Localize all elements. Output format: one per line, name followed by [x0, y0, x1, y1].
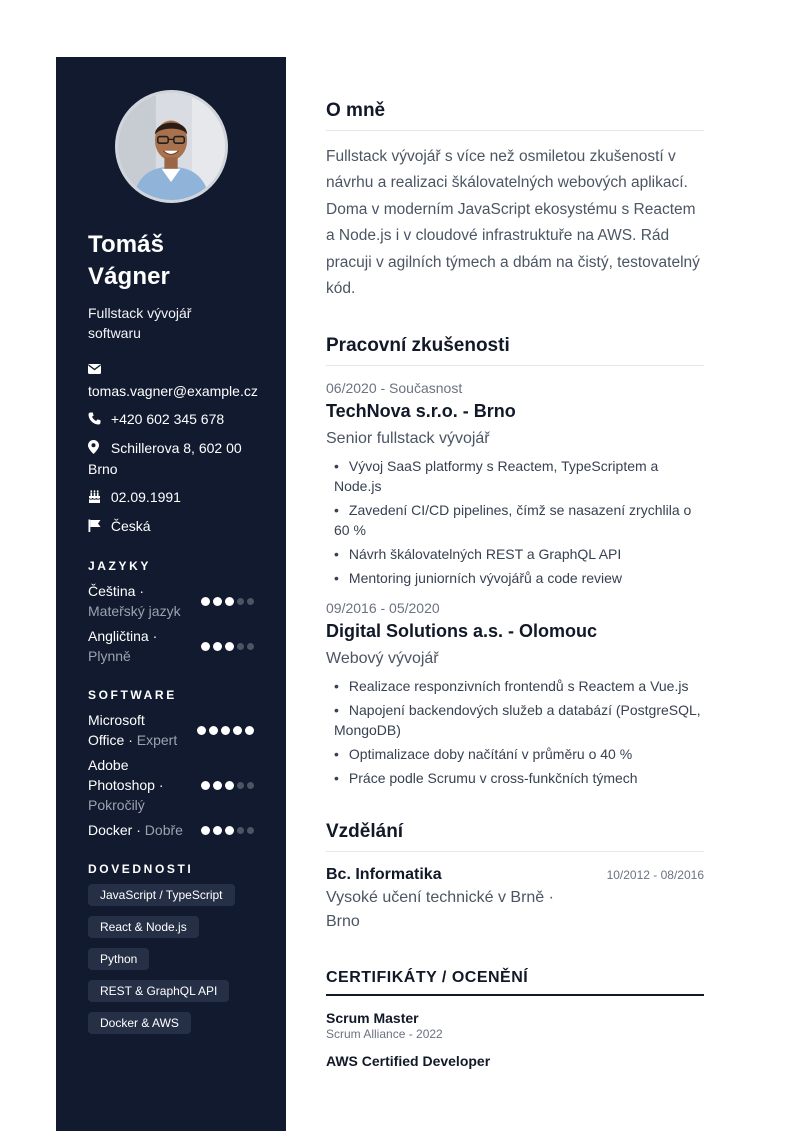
cake-icon: [88, 488, 103, 508]
person-role: Fullstack vývojář softwaru: [88, 305, 192, 341]
rating-dot-empty: [237, 598, 244, 605]
job-bullets: [326, 676, 704, 788]
certificates-title: CERTIFIKÁTY / OCENĚNÍ: [326, 969, 704, 996]
job-bullet: • Vývoj SaaS platformy s Reactem, TypeScriptem a Node.js: [326, 456, 704, 496]
job-bullet: • Zavedení CI/CD pipelines, čímž se nasazení zrychlila o 60 %: [326, 500, 704, 540]
rating-dot-empty: [237, 827, 244, 834]
software-row: [88, 755, 254, 815]
map-pin-icon: [88, 439, 103, 459]
skills-heading: DOVEDNOSTI: [88, 862, 194, 876]
software-name: Docker ·: [88, 822, 141, 838]
certificate-name: AWS Certified Developer: [326, 1053, 491, 1070]
software-heading: SOFTWARE: [88, 688, 177, 702]
job-entry: [326, 600, 704, 788]
job-period: 09/2016 - 05/2020: [326, 600, 440, 617]
job-bullet: • Návrh škálovatelných REST a GraphQL API: [326, 544, 704, 564]
language-rating: [201, 642, 254, 651]
about-text: Fullstack vývojář s více než osmiletou zkušeností v návrhu a realizaci škálovatelných webových aplikací. Doma v moderním JavaScript ekosystému s Reactem a Node.js i v cloudové infrastruktuře na AWS. Rád pracuji v agilních týmech a dbám na čistý, testovatelný kód.: [326, 148, 700, 298]
job-bullet: • Napojení backendových služeb a databází (PostgreSQL, MongoDB): [326, 700, 704, 740]
envelope-icon: [88, 359, 103, 379]
sidebar: [56, 57, 286, 1131]
profile-photo: [118, 93, 225, 200]
rating-dot-empty: [247, 643, 254, 650]
phone-icon: [88, 410, 103, 430]
language-level: Plynně: [88, 648, 131, 664]
skill-tag: REST & GraphQL API: [88, 980, 229, 1002]
rating-dot-filled: [221, 726, 230, 735]
language-name: Čeština ·: [88, 583, 145, 599]
language-label: [88, 581, 184, 621]
contact-nationality: [88, 516, 254, 537]
rating-dot-filled: [213, 826, 222, 835]
software-level: Dobře: [144, 822, 183, 838]
rating-dot-empty: [247, 782, 254, 789]
nationality-text: Česká: [110, 518, 151, 534]
software-rating: [201, 826, 254, 835]
software-rating: [201, 781, 254, 790]
language-rating: [201, 597, 254, 606]
job-company: TechNova s.r.o. - Brno: [326, 401, 516, 422]
languages-heading: JAZYKY: [88, 559, 151, 573]
rating-dot-filled: [213, 642, 222, 651]
job-company: Digital Solutions a.s. - Olomouc: [326, 621, 598, 642]
education-degree: Bc. Informatika: [326, 866, 442, 884]
rating-dot-filled: [225, 597, 234, 606]
experience-title: Pracovní zkušenosti: [326, 335, 704, 366]
flag-icon: [88, 517, 103, 537]
software-level: Pokročilý: [88, 797, 145, 813]
rating-dot-filled: [209, 726, 218, 735]
address-text: Schillerova 8, 602 00 Brno: [88, 440, 242, 477]
skill-tag: Docker & AWS: [88, 1012, 191, 1034]
certificates-section: [326, 969, 704, 1069]
education-period: 10/2012 - 08/2016: [606, 868, 704, 883]
software-rating: [197, 726, 254, 735]
job-position: Webový vývojář: [326, 650, 439, 668]
language-label: [88, 626, 184, 666]
rating-dot-filled: [225, 826, 234, 835]
rating-dot-filled: [201, 642, 210, 651]
contact-phone[interactable]: [88, 409, 254, 430]
rating-dot-empty: [247, 827, 254, 834]
skill-tag: JavaScript / TypeScript: [88, 884, 235, 906]
job-bullet: • Realizace responzivních frontendů s Reactem a Vue.js: [326, 676, 704, 696]
job-position: Senior fullstack vývojář: [326, 430, 490, 448]
language-row: [88, 626, 254, 666]
education-section: [326, 821, 704, 934]
software-row: [88, 710, 254, 750]
job-bullet: • Optimalizace doby načítání v průměru o 40 %: [326, 744, 704, 764]
job-bullet: • Práce podle Scrumu v cross-funkčních týmech: [326, 768, 704, 788]
rating-dot-filled: [213, 781, 222, 790]
software-row: [88, 820, 254, 840]
main-content: [326, 100, 704, 1069]
rating-dot-empty: [237, 643, 244, 650]
email-text: tomas.vagner@example.cz: [88, 383, 258, 399]
about-section: [326, 100, 704, 302]
rating-dot-filled: [201, 826, 210, 835]
software-label: [88, 755, 184, 815]
certificate-entry: [326, 1010, 704, 1041]
education-school: Vysoké učení technické v Brně · Brno: [326, 889, 554, 931]
job-bullets: [326, 456, 704, 588]
rating-dot-filled: [245, 726, 254, 735]
software-list: [88, 710, 254, 840]
software-name: Adobe Photoshop ·: [88, 757, 164, 793]
rating-dot-empty: [237, 782, 244, 789]
phone-text: +420 602 345 678: [110, 411, 225, 427]
certificate-name: Scrum Master: [326, 1010, 419, 1027]
certificate-entry: [326, 1053, 704, 1069]
rating-dot-filled: [225, 642, 234, 651]
languages-list: [88, 581, 254, 666]
rating-dot-empty: [247, 598, 254, 605]
language-row: [88, 581, 254, 621]
rating-dot-filled: [225, 781, 234, 790]
skill-tag: React & Node.js: [88, 916, 199, 938]
rating-dot-filled: [233, 726, 242, 735]
rating-dot-filled: [201, 597, 210, 606]
contact-email[interactable]: [88, 359, 258, 401]
software-label: [88, 820, 184, 840]
certificate-meta: Scrum Alliance - 2022: [326, 1027, 443, 1042]
rating-dot-filled: [213, 597, 222, 606]
software-label: [88, 710, 184, 750]
contact-birthdate: [88, 487, 254, 508]
software-level: Expert: [136, 732, 178, 748]
contact-address: [88, 438, 254, 479]
experience-section: [326, 335, 704, 788]
job-entry: [326, 380, 704, 588]
birthdate-text: 02.09.1991: [110, 489, 181, 505]
software-name: Microsoft Office ·: [88, 712, 145, 748]
contact-list: [88, 359, 258, 537]
job-bullet: • Mentoring juniorních vývojářů a code review: [326, 568, 704, 588]
skills-list: [88, 884, 254, 1034]
about-title: O mně: [326, 100, 704, 131]
job-period: 06/2020 - Současnost: [326, 380, 463, 397]
language-name: Angličtina ·: [88, 628, 158, 644]
skill-tag: Python: [88, 948, 149, 970]
rating-dot-filled: [197, 726, 206, 735]
language-level: Mateřský jazyk: [88, 603, 181, 619]
person-name: Tomáš Vágner: [88, 231, 170, 290]
rating-dot-filled: [201, 781, 210, 790]
education-title: Vzdělání: [326, 821, 704, 852]
education-entry: [326, 866, 704, 934]
avatar: [115, 90, 228, 203]
